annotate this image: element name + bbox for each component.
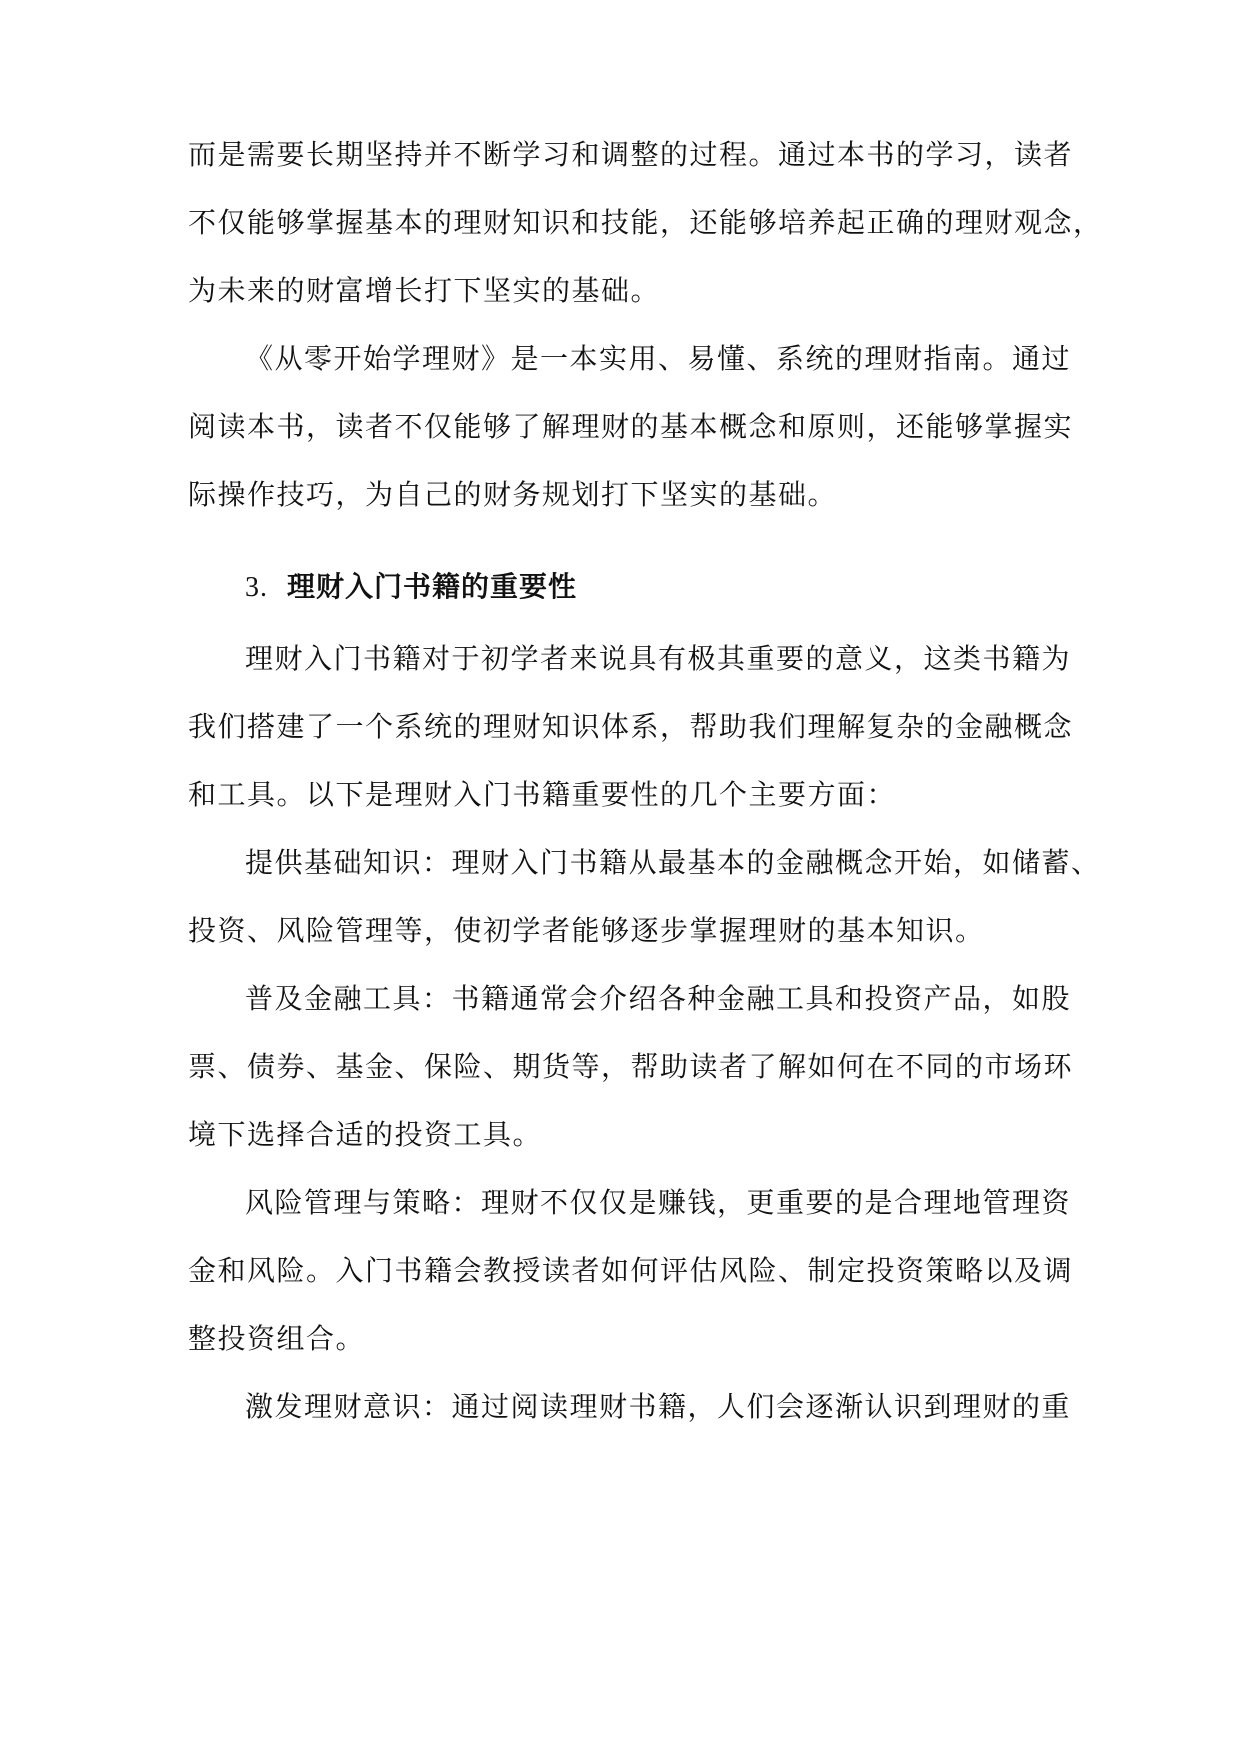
text-line: 提供基础知识：理财入门书籍从最基本的金融概念开始，如储蓄、 (245, 846, 1101, 879)
text-line: 和工具。以下是理财入门书籍重要性的几个主要方面： (188, 778, 897, 811)
section-number: 3. (245, 572, 268, 603)
text-line: 际操作技巧，为自己的财务规划打下坚实的基础。 (188, 478, 838, 511)
text-line: 激发理财意识：通过阅读理财书籍，人们会逐渐认识到理财的重 (245, 1390, 1072, 1423)
text-line: 风险管理与策略：理财不仅仅是赚钱，更重要的是合理地管理资 (245, 1186, 1072, 1219)
text-line: 阅读本书，读者不仅能够了解理财的基本概念和原则，还能够掌握实 (188, 410, 1074, 443)
text-line: 《从零开始学理财》是一本实用、易懂、系统的理财指南。通过 (245, 342, 1072, 375)
text-line: 理财入门书籍对于初学者来说具有极其重要的意义，这类书籍为 (245, 642, 1072, 675)
text-line: 投资、风险管理等，使初学者能够逐步掌握理财的基本知识。 (188, 914, 985, 947)
text-line: 境下选择合适的投资工具。 (188, 1118, 543, 1151)
section-heading (245, 567, 577, 608)
text-line: 而是需要长期坚持并不断学习和调整的过程。通过本书的学习，读者 (188, 138, 1074, 171)
text-line: 普及金融工具：书籍通常会介绍各种金融工具和投资产品，如股 (245, 982, 1072, 1015)
text-line: 金和风险。入门书籍会教授读者如何评估风险、制定投资策略以及调 (188, 1254, 1074, 1287)
text-line: 票、债券、基金、保险、期货等，帮助读者了解如何在不同的市场环 (188, 1050, 1074, 1083)
text-line: 为未来的财富增长打下坚实的基础。 (188, 274, 661, 307)
text-line: 整投资组合。 (188, 1322, 366, 1355)
text-line: 不仅能够掌握基本的理财知识和技能，还能够培养起正确的理财观念， (188, 206, 1103, 239)
text-line: 我们搭建了一个系统的理财知识体系，帮助我们理解复杂的金融概念 (188, 710, 1074, 743)
section-title: 理财入门书籍的重要性 (287, 570, 578, 603)
